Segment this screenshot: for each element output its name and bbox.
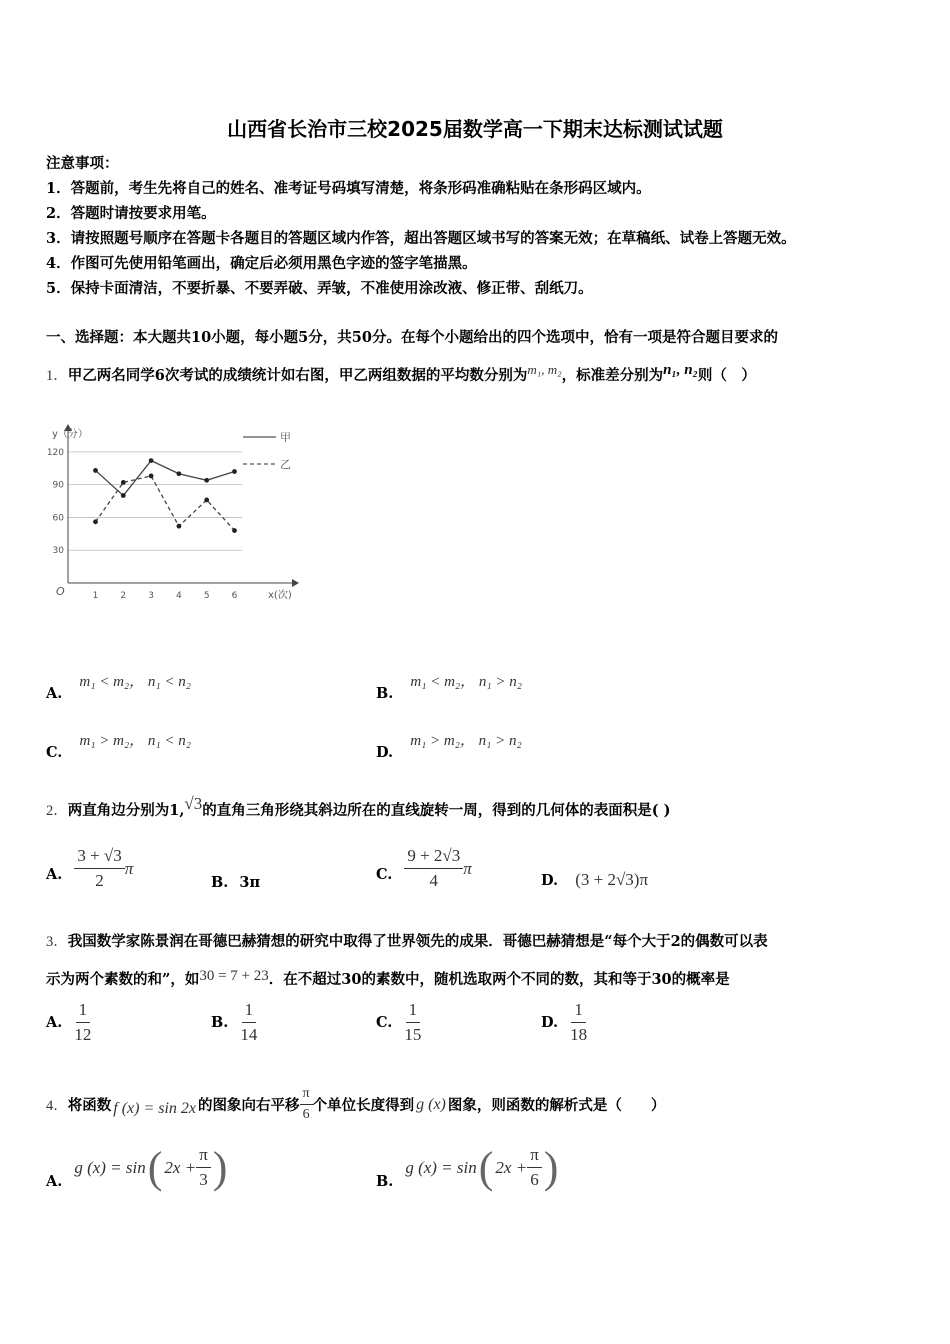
option-label: B. — [376, 685, 394, 702]
question-text: 甲乙两名同学6次考试的成绩统计如右图，甲乙两组数据的平均数分别为 — [67, 367, 528, 384]
x-tick-label: 4 — [176, 591, 182, 601]
math-sd-vars: n₁, n₂ — [663, 362, 698, 378]
pi-symbol: π — [463, 858, 472, 878]
option-label: A. — [46, 866, 63, 883]
right-paren: ) — [543, 1143, 559, 1192]
question-number: 1． — [46, 368, 68, 384]
notice-item: 5．保持卡面清洁，不要折暴、不要弄破、弄皱，不准使用涂改液、修正带、刮纸刀。 — [46, 280, 593, 297]
q1-option-a[interactable] — [46, 670, 191, 702]
question-2 — [46, 794, 671, 820]
data-point — [93, 519, 98, 524]
option-label: D. — [376, 744, 394, 761]
math-equation: 30 = 7 + 23 — [199, 968, 269, 984]
question-number: 3． — [46, 934, 68, 950]
option-lhs: g (x) = sin — [74, 1157, 146, 1177]
option-label: C. — [376, 866, 393, 883]
question-number: 2． — [46, 803, 68, 819]
fraction: $\frac{1}{15}$ — [404, 1000, 422, 1044]
fraction: $\frac{9 + 2√3}{4}$ — [404, 846, 463, 891]
option-inner: 2x + — [164, 1157, 197, 1177]
notice-item: 2．答题时请按要求用笔。 — [46, 205, 216, 222]
question-text: ．在不超过30的素数中，随机选取两个不同的数，其和等于30的概率是 — [268, 971, 730, 988]
option-inner: 2x + — [495, 1157, 528, 1177]
option-expression: 3π — [239, 874, 261, 891]
q2-option-a[interactable] — [46, 846, 133, 891]
fraction: $\frac{3 + √3}{2}$ — [74, 846, 124, 891]
page-title: 山西省长治市三校2025届数学高一下期末达标测试试题 — [227, 117, 723, 141]
question-number: 4． — [46, 1098, 68, 1114]
y-tick-label: 90 — [52, 480, 64, 491]
data-point — [204, 478, 209, 483]
q3-option-d[interactable] — [541, 1000, 587, 1045]
question-text: 的直角三角形绕其斜边所在的直线旋转一周，得到的几何体的表面积是( ) — [202, 802, 671, 819]
question-text: 的图象向右平移 — [198, 1097, 300, 1114]
x-tick-label: 6 — [231, 591, 238, 601]
data-point — [121, 493, 126, 498]
x-tick-label: 2 — [120, 591, 127, 601]
x-axis-label: x(次) — [268, 590, 292, 601]
fraction-shift: $\frac{\pi}{6}$ — [300, 1086, 313, 1123]
question-text: 图象，则函数的解析式是（ ） — [447, 1097, 666, 1114]
left-paren: ( — [147, 1143, 163, 1192]
score-line-chart — [40, 418, 310, 608]
question-4 — [46, 1086, 665, 1123]
question-text: 将函数 — [67, 1097, 112, 1114]
option-expression: m₁ > m₂， n₁ > n₂ — [410, 733, 522, 749]
series-line-yi — [96, 476, 235, 531]
section-heading: 一、选择题：本大题共10小题，每小题5分，共50分。在每个小题给出的四个选项中，恰有一项是符合题目要求的 — [46, 329, 778, 346]
q3-option-b[interactable] — [211, 1000, 257, 1045]
data-point — [149, 458, 154, 463]
question-text: 两直角边分别为1, — [67, 802, 185, 819]
math-function-f: f (x) = sin 2x — [113, 1099, 197, 1117]
math-mean-vars: m₁, m₂ — [527, 362, 562, 377]
question-3-line1 — [46, 930, 768, 951]
data-point — [177, 471, 182, 476]
question-1 — [46, 364, 756, 385]
legend-label-yi: 乙 — [280, 458, 291, 471]
q1-option-c[interactable] — [46, 729, 191, 761]
data-point — [93, 468, 98, 473]
fraction: $\frac{1}{12}$ — [74, 1000, 92, 1044]
option-expression: m₁ < m₂， n₁ < n₂ — [79, 674, 191, 690]
question-text: 个单位长度得到 — [312, 1097, 415, 1114]
option-label: C. — [46, 744, 63, 761]
option-label: D. — [541, 872, 559, 889]
q2-option-d[interactable] — [541, 870, 648, 890]
notice-item: 4．作图可先使用铅笔画出，确定后必须用黑色字迹的签字笔描黑。 — [46, 255, 477, 272]
y-axis-label: y（分） — [52, 429, 88, 440]
fraction: $\frac{1}{14}$ — [240, 1000, 258, 1044]
q4-option-a[interactable] — [46, 1142, 227, 1193]
legend-label-jia: 甲 — [280, 431, 291, 444]
data-point — [232, 469, 237, 474]
pi-symbol: π — [124, 858, 134, 878]
option-label: C. — [376, 1014, 393, 1031]
fraction: $\frac{\pi}{6}$ — [527, 1145, 542, 1190]
chart-grid — [68, 452, 242, 550]
question-text: 示为两个素数的和”，如 — [46, 971, 200, 988]
option-label: A. — [46, 1014, 63, 1031]
q4-option-b[interactable] — [376, 1142, 558, 1193]
data-point — [204, 498, 209, 503]
x-tick-label: 3 — [148, 591, 154, 601]
y-tick-label: 30 — [52, 546, 64, 557]
q1-option-b[interactable] — [376, 670, 522, 702]
question-3-line2 — [46, 968, 730, 989]
option-lhs: g (x) = sin — [405, 1157, 477, 1177]
series-line-jia — [96, 461, 235, 496]
right-paren: ) — [212, 1143, 228, 1192]
data-point — [177, 524, 182, 529]
option-label: A. — [46, 685, 63, 702]
notice-item: 3．请按照题号顺序在答题卡各题目的答题区域内作答，超出答题区域书写的答案无效；在草稿纸、试卷上答题无效。 — [46, 230, 796, 247]
option-label: B. — [211, 1014, 229, 1031]
option-label: B. — [211, 874, 229, 891]
option-label: D. — [541, 1014, 559, 1031]
fraction: $\frac{\pi}{3}$ — [196, 1145, 211, 1190]
q2-option-c[interactable] — [376, 846, 472, 891]
x-tick-label: 5 — [203, 591, 210, 601]
q2-option-b[interactable] — [211, 872, 260, 891]
math-sqrt3: √3 — [184, 794, 203, 813]
question-text: ，标准差分别为 — [561, 367, 664, 384]
fraction: $\frac{1}{18}$ — [570, 1000, 588, 1044]
origin-label: O — [56, 585, 65, 598]
data-point — [149, 474, 154, 479]
notice-heading: 注意事项： — [46, 155, 119, 172]
question-text: 则（ ） — [697, 367, 756, 384]
option-label: B. — [376, 1173, 394, 1190]
data-point — [232, 528, 237, 533]
y-tick-label: 60 — [52, 513, 64, 524]
notice-item: 1．答题前，考生先将自己的姓名、准考证号码填写清楚，将条形码准确粘贴在条形码区域内。 — [46, 180, 651, 197]
question-text: 我国数学家陈景润在哥德巴赫猜想的研究中取得了世界领先的成果．哥德巴赫猜想是“每个大于2的偶数可以表 — [67, 933, 768, 950]
math-function-g: g (x) — [416, 1095, 446, 1113]
q3-option-c[interactable] — [376, 1000, 421, 1045]
option-expression: m₁ > m₂， n₁ < n₂ — [79, 733, 191, 749]
x-axis-arrow — [292, 579, 299, 587]
option-expression: m₁ < m₂， n₁ > n₂ — [410, 674, 522, 690]
option-label: A. — [46, 1173, 63, 1190]
data-point — [121, 480, 126, 485]
left-paren: ( — [478, 1143, 494, 1192]
y-tick-label: 120 — [46, 447, 64, 458]
q3-option-a[interactable] — [46, 1000, 91, 1045]
x-tick-label: 1 — [92, 591, 99, 601]
q1-option-d[interactable] — [376, 729, 522, 761]
option-expression: (3 + 2√3)π — [575, 870, 649, 889]
